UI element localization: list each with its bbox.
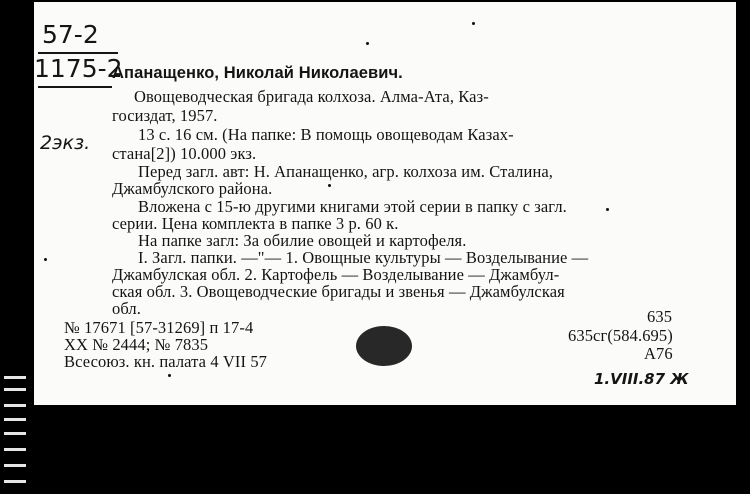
tracing-line-4: обл. — [112, 299, 141, 318]
author-sign: А76 — [644, 344, 673, 363]
catalog-card — [34, 2, 736, 405]
note-author-line: Перед загл. авт: Н. Апанащенко, агр. колхоза им. Сталина, — [138, 162, 554, 181]
collation-line: 13 с. 16 см. (На папке: В помощь овощеводам Казах- — [138, 125, 514, 144]
author-heading: Апанащенко, Николай Николаевич. — [112, 64, 403, 82]
title-line: Овощеводческая бригада колхоза. Алма-Ата, Каз- — [134, 87, 489, 106]
call-number-top: 57-2 — [42, 20, 99, 49]
imprint-line: госиздат, 1957. — [112, 106, 218, 125]
call-number-underline-2 — [38, 86, 112, 88]
tracing-line-1: I. Загл. папки. —"— 1. Овощные культуры — Возделывание — — [138, 248, 589, 267]
ink-speck — [328, 184, 331, 187]
tracing-line-3: ская обл. 3. Овощеводческие бригады и звенья — Джамбулская — [112, 282, 565, 301]
ink-speck — [168, 374, 171, 377]
ink-speck — [606, 208, 609, 211]
note-folder-title: На папке загл: За обилие овощей и картофеля. — [138, 231, 467, 250]
classification-bbk: 635сг(584.695) — [568, 326, 673, 345]
chamber-date: Всесоюз. кн. палата 4 VII 57 — [64, 352, 268, 371]
ink-smudge — [356, 326, 412, 366]
handwritten-date-note: 1.VIII.87 Ж — [594, 370, 689, 388]
tracing-line-2: Джамбулская обл. 2. Картофель — Возделывание — Джамбул- — [112, 265, 560, 284]
note-enclosed-line: Вложена с 15-ю другими книгами этой серии в папку с загл. — [138, 197, 567, 216]
note-enclosed-line-2: серии. Цена комплекта в папке 3 р. 60 к. — [112, 214, 399, 233]
printing-numbers: XX № 2444; № 7835 — [64, 335, 209, 354]
film-edge-marks — [0, 360, 30, 494]
registration-numbers: № 17671 [57-31269] п 17-4 — [64, 318, 254, 337]
series-line: стана[2]) 10.000 экз. — [112, 144, 257, 163]
call-number-bottom: 1175-2 — [34, 54, 123, 83]
ink-speck — [366, 42, 369, 45]
copies-margin-note: 2экз. — [40, 132, 91, 154]
ink-speck — [472, 22, 475, 25]
classification-udc: 635 — [647, 307, 673, 326]
ink-speck — [44, 258, 47, 261]
note-author-line-2: Джамбулского района. — [112, 179, 273, 198]
